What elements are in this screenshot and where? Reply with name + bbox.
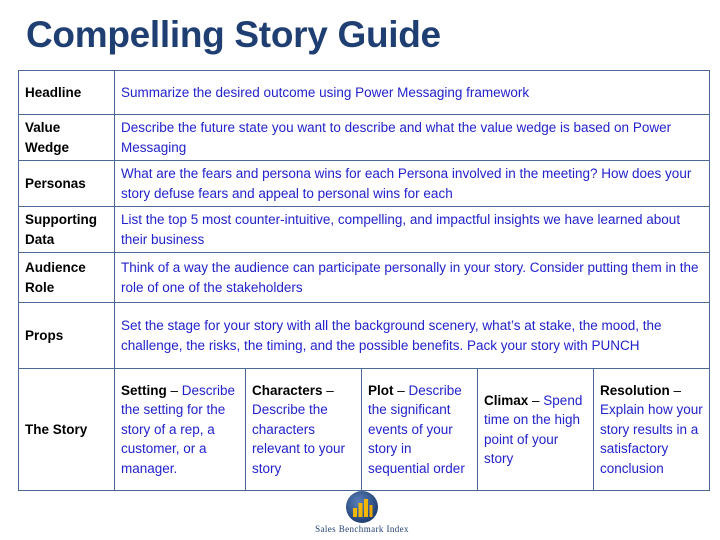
table-row-personas [19, 161, 710, 207]
story-element-term: Setting [121, 382, 167, 398]
row-label: Personas [19, 161, 115, 207]
row-description: What are the fears and persona wins for each Persona involved in the meeting? How does your story defuse fears and appeal to personal wins for each [115, 161, 710, 207]
row-description: List the top 5 most counter-intuitive, compelling, and impactful insights we have learned about their business [115, 207, 710, 253]
story-element-plot [362, 369, 478, 491]
table-row-props [19, 303, 710, 369]
row-label: Audience Role [19, 253, 115, 303]
story-element-text: Describe the significant events of your story in sequential order [368, 382, 465, 476]
logo-wordmark: Sales Benchmark Index [315, 524, 409, 534]
row-description: Summarize the desired outcome using Power Messaging framework [115, 71, 710, 115]
table-row-the-story [19, 369, 710, 491]
row-description: Think of a way the audience can participate personally in your story. Consider putting them in the role of one of the stakeholders [115, 253, 710, 303]
row-label: Value Wedge [19, 115, 115, 161]
table-row-supporting-data [19, 207, 710, 253]
table-row-audience-role [19, 253, 710, 303]
row-description: Describe the future state you want to describe and what the value wedge is based on Power Messaging [115, 115, 710, 161]
row-label: Headline [19, 71, 115, 115]
row-description: Set the stage for your story with all the background scenery, what’s at stake, the mood, the challenge, the risks, the timing, and the possible benefits. Pack your story with PUNCH [115, 303, 710, 369]
company-logo [314, 490, 410, 538]
story-element-dash: – [669, 382, 682, 398]
story-guide-table [18, 70, 710, 491]
story-element-dash: – [528, 392, 544, 408]
story-element-dash: – [322, 382, 334, 398]
story-element-characters [246, 369, 362, 491]
story-element-dash: – [166, 382, 182, 398]
table-row-value-wedge [19, 115, 710, 161]
page-title: Compelling Story Guide [26, 14, 441, 55]
story-element-term: Characters [252, 382, 323, 398]
story-element-setting [115, 369, 246, 491]
story-element-climax [478, 369, 594, 491]
bar-chart-globe-icon [345, 490, 379, 524]
table-row-headline [19, 71, 710, 115]
story-element-term: Climax [484, 392, 529, 408]
row-label: Props [19, 303, 115, 369]
row-label: Supporting Data [19, 207, 115, 253]
story-element-text: Describe the setting for the story of a rep, a customer, or a manager. [121, 382, 236, 476]
story-element-term: Resolution [600, 382, 670, 398]
row-label: The Story [19, 369, 115, 491]
story-element-text: Explain how your story results in a satisfactory conclusion [600, 402, 703, 476]
story-element-text: Describe the characters relevant to your story [252, 402, 346, 476]
story-element-resolution [594, 369, 710, 491]
story-element-term: Plot [368, 382, 394, 398]
story-element-text: Spend time on the high point of your story [484, 392, 583, 466]
story-element-dash: – [393, 382, 409, 398]
